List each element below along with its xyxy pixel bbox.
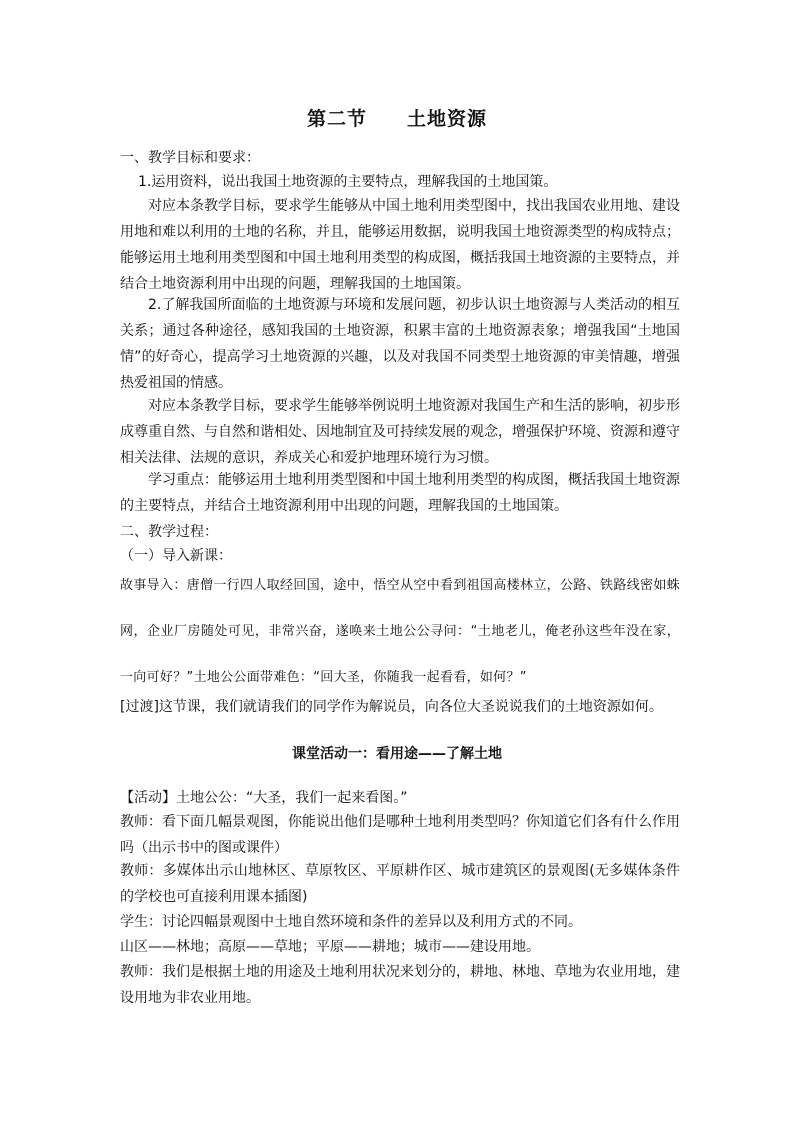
student-discussion: 学生：讨论四幅景观图中土地自然环境和条件的差异以及利用方式的不同。 bbox=[120, 914, 582, 930]
teacher-multimedia: 教师：多媒体出示山地林区、草原牧区、平原耕作区、城市建筑区的景观图(无多媒体条件的学校也可直接利用课本插图) bbox=[120, 863, 680, 905]
goal-2-detail: 对应本条教学目标，要求学生能够举例说明土地资源对我国生产和生活的影响，初步形成尊重自然、与自然和谐相处、因地制宜及可持续发展的观念，增强保护环境、资源和遵守相关法律、法规的意识，养成关心和爱护地理环境行为习惯。 bbox=[120, 398, 680, 466]
goal-1: 1.运用资料，说出我国土地资源的主要特点，理解我国的土地国策。 bbox=[138, 174, 558, 190]
section-heading-process: 二、教学过程： bbox=[120, 524, 218, 540]
key-points: 学习重点：能够运用土地利用类型图和中国土地利用类型的构成图，概括我国土地资源的主要特点，并结合土地资源利用中出现的问题，理解我国的土地国策。 bbox=[120, 472, 680, 514]
teacher-question: 教师：看下面几幅景观图，你能说出他们是哪种土地利用类型吗？你知道它们各有什么作用吗（出示书中的图或课件） bbox=[120, 814, 680, 856]
goal-2: 2.了解我国所面临的土地资源与环境和发展问题，初步认识土地资源与人类活动的相互关系；通过各种途径，感知我国的土地资源，积累丰富的土地资源表象；增强我国“土地国情”的好奇心，提高学习土地资源的兴趣，以及对我国不同类型土地资源的审美情趣，增强热爱祖国的情感。 bbox=[120, 297, 680, 391]
activity-title: 课堂活动一：看用途——了解土地 bbox=[292, 746, 502, 762]
activity-line: 【活动】土地公公：“大圣，我们一起来看图。” bbox=[120, 790, 408, 806]
subsection-intro: （一）导入新课： bbox=[120, 548, 232, 564]
transition-text: [过渡]这节课，我们就请我们的同学作为解说员，向各位大圣说说我们的土地资源如何。 bbox=[120, 699, 663, 715]
story-intro: 故事导入：唐僧一行四人取经回国，途中，悟空从空中看到祖国高楼林立，公路、铁路线密如蛛网，企业厂房随处可见，非常兴奋，遂唤来土地公公寻问：“土地老儿，俺老孙这些年没在家，一向可好？”土地公公面带难色：“回大圣，你随我一起看看，如何？” bbox=[120, 578, 680, 685]
page-title: 第二节 土地资源 bbox=[306, 108, 487, 130]
section-heading-objectives: 一、教学目标和要求： bbox=[120, 150, 260, 166]
teacher-summary: 教师：我们是根据土地的用途及土地利用状况来划分的，耕地、林地、草地为农业用地，建设用地为非农业用地。 bbox=[120, 964, 680, 1006]
goal-1-detail: 对应本条教学目标，要求学生能够从中国土地利用类型图中，找出我国农业用地、建设用地和难以利用的土地的名称，并且，能够运用数据，说明我国土地资源类型的构成特点；能够运用土地利用类型图和中国土地利用类型的构成图，概括我国土地资源的主要特点，并结合土地资源利用中出现的问题，理解我国的土地国策。 bbox=[120, 198, 680, 292]
land-mapping: 山区——林地；高原——草地；平原——耕地；城市——建设用地。 bbox=[120, 939, 540, 955]
